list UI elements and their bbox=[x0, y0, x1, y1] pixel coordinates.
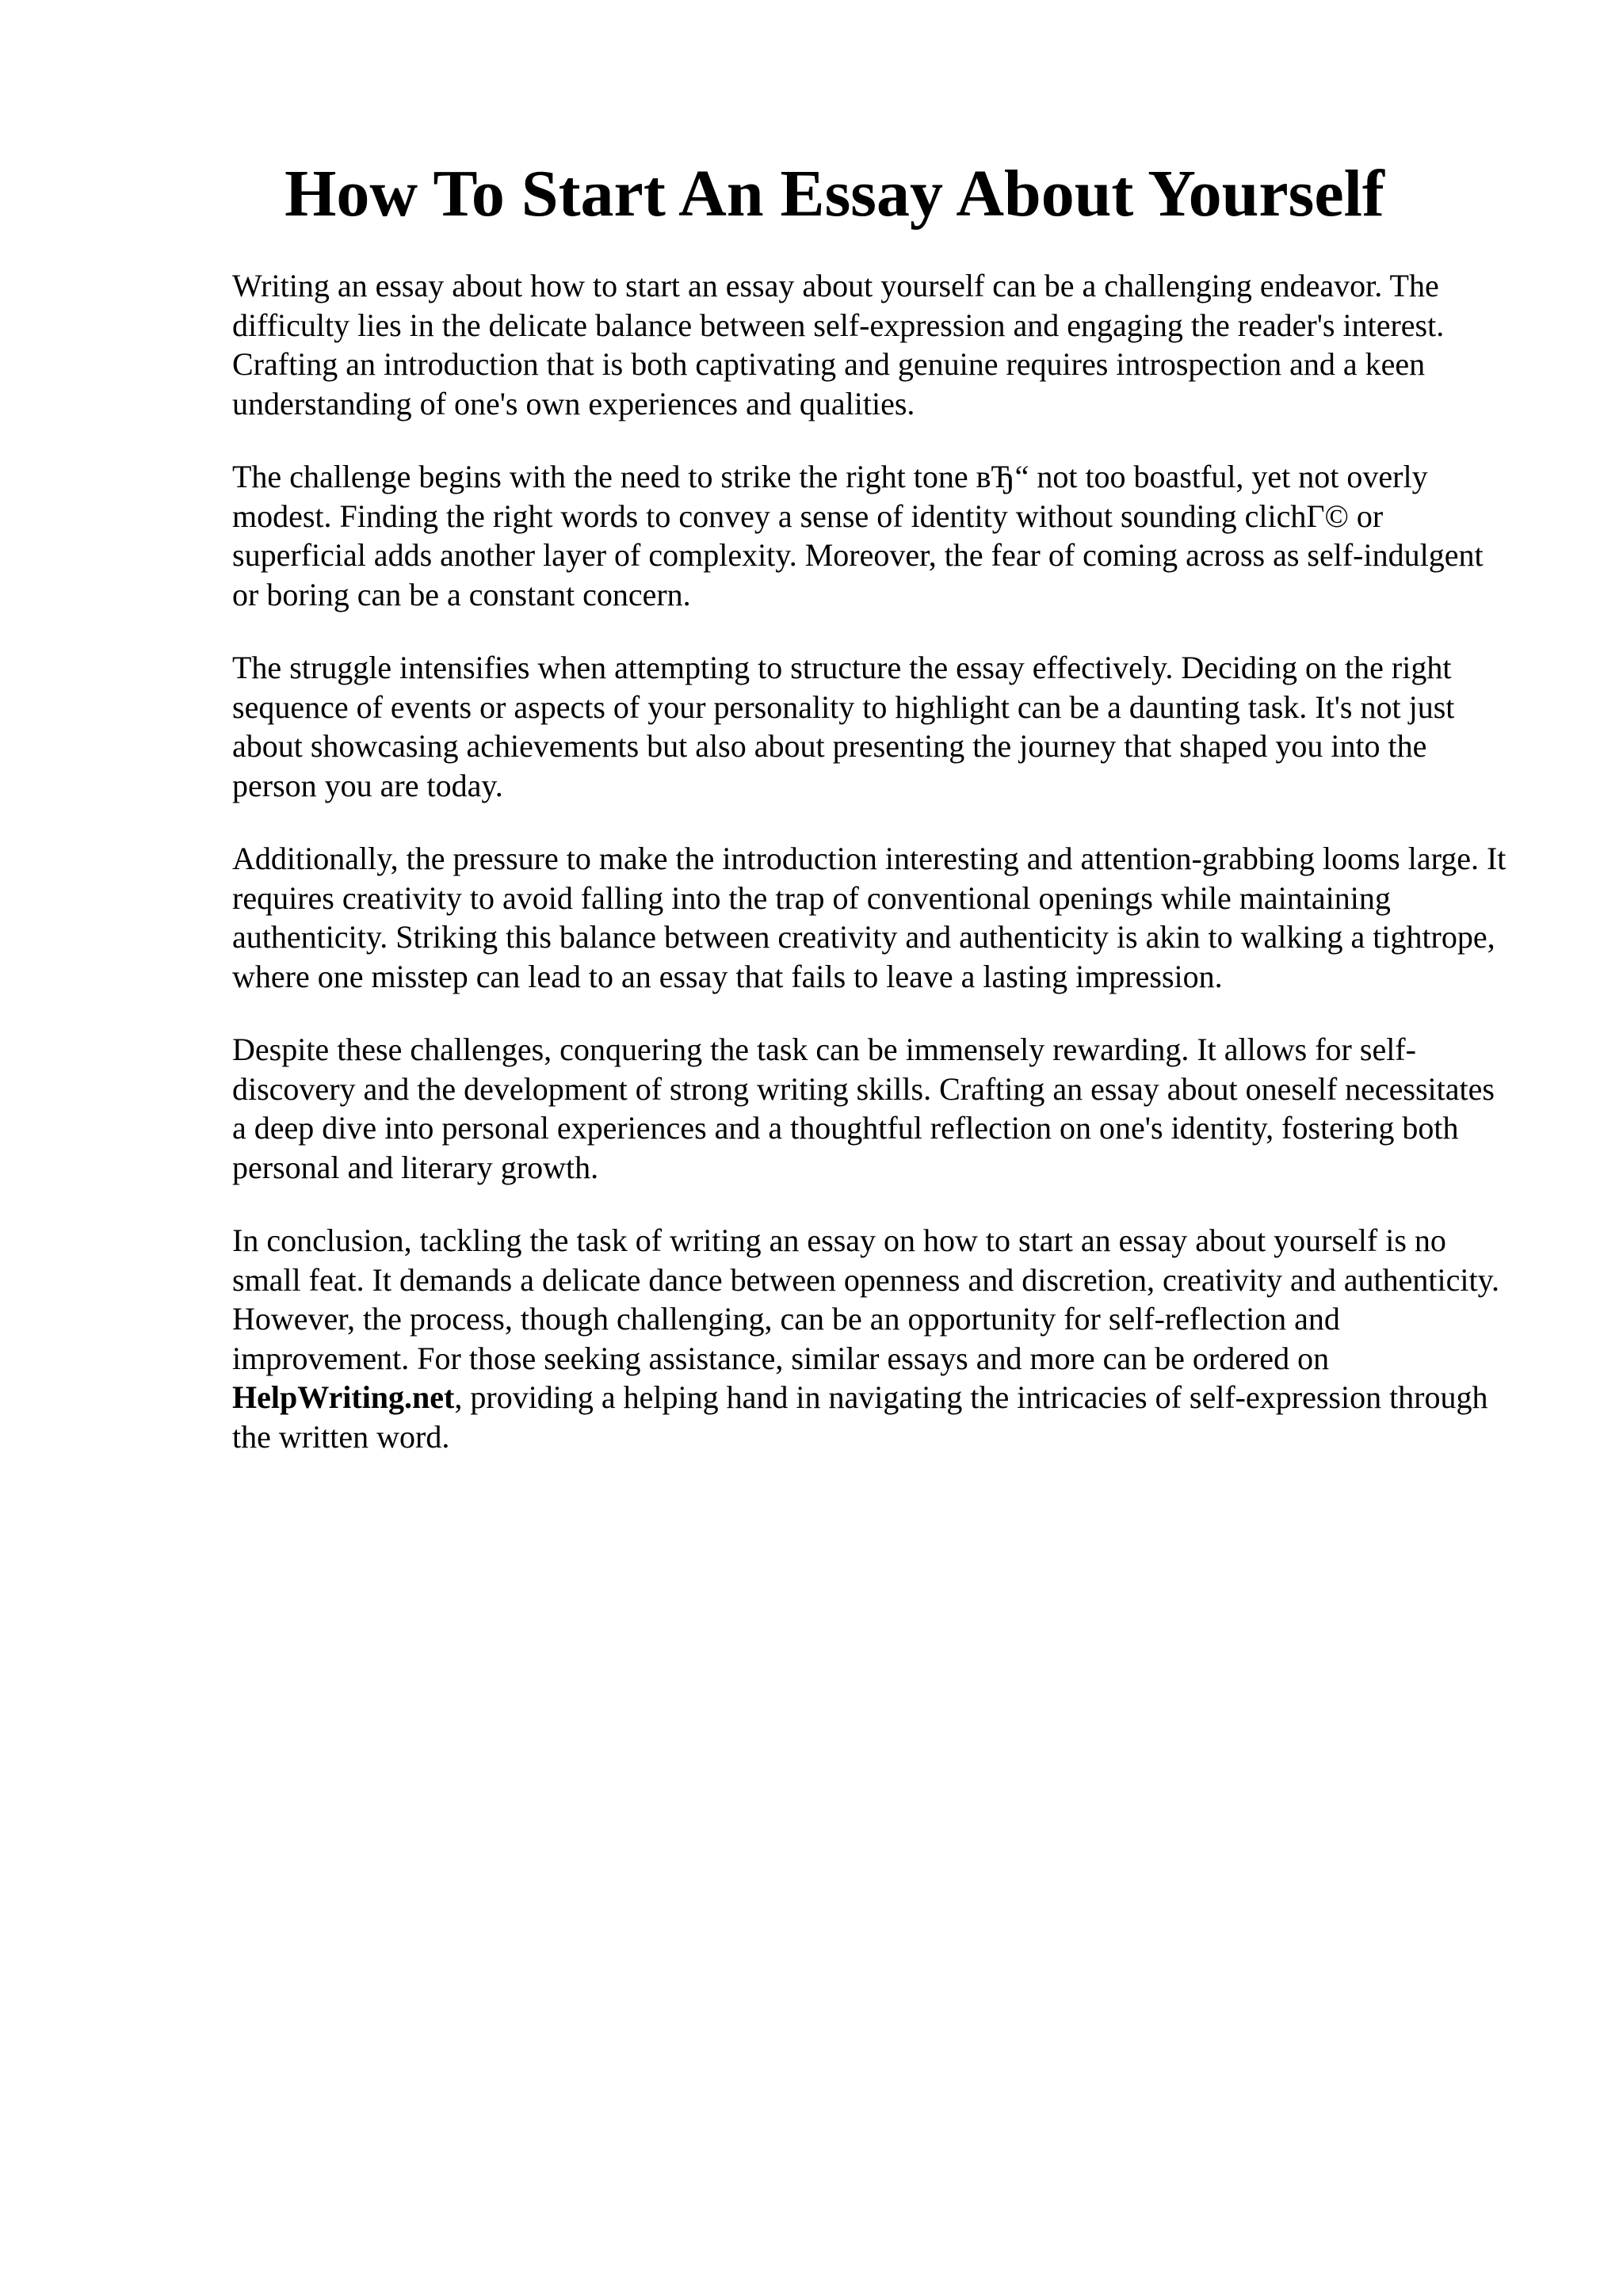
paragraph-3: The struggle intensifies when attempting to structure the essay effectively. Deciding on the right sequence of events or aspects of your personality to highlight can be a daunting task. It's not just about showcasing achievements but also about presenting the journey that shaped you into the person you are today. bbox=[232, 650, 1455, 803]
conclusion-text-end: , providing a helping hand in navigating the intricacies of self-expression through the written word. bbox=[232, 1379, 1488, 1455]
paragraph-4: Additionally, the pressure to make the introduction interesting and attention-grabbing looms large. It requires creativity to avoid falling into the trap of conventional openings while maintaining authenticity. Striking this balance between creativity and authenticity is akin to walking a tightrope, where one misstep can lead to an essay that fails to leave a lasting impression. bbox=[232, 841, 1507, 994]
brand-name: HelpWriting.net bbox=[232, 1379, 455, 1415]
paragraph-5: Despite these challenges, conquering the task can be immensely rewarding. It allows for self-discovery and the development of strong writing skills. Crafting an essay about oneself necessitates a deep dive into personal experiences and a thoughtful reflection on one's identity, fostering both personal and literary growth. bbox=[232, 1032, 1495, 1185]
document-title: How To Start An Essay About Yourself bbox=[285, 157, 1384, 231]
paragraph-2: The challenge begins with the need to strike the right tone вЂ“ not too boastful, yet not overly modest. Finding the right words to convey a sense of identity without sounding clichГ© or superficial adds another layer of complexity. Moreover, the fear of coming across as self-indulgent or boring can be a constant concern. bbox=[232, 459, 1484, 612]
document-body bbox=[232, 266, 1516, 1490]
paragraph-1: Writing an essay about how to start an essay about yourself can be a challenging endeavor. The difficulty lies in the delicate balance between self-expression and engaging the reader's interest. Crafting an introduction that is both captivating and genuine requires introspection and a keen understanding of one's own experiences and qualities. bbox=[232, 268, 1445, 421]
conclusion-text-start: In conclusion, tackling the task of writing an essay on how to start an essay about yourself is no small feat. It demands a delicate dance between openness and discretion, creativity and authenticity. However, the process, though challenging, can be an opportunity for self-reflection and improvement. For those seeking assistance, similar essays and more can be ordered on bbox=[232, 1222, 1500, 1376]
paragraph-conclusion bbox=[232, 1221, 1516, 1456]
